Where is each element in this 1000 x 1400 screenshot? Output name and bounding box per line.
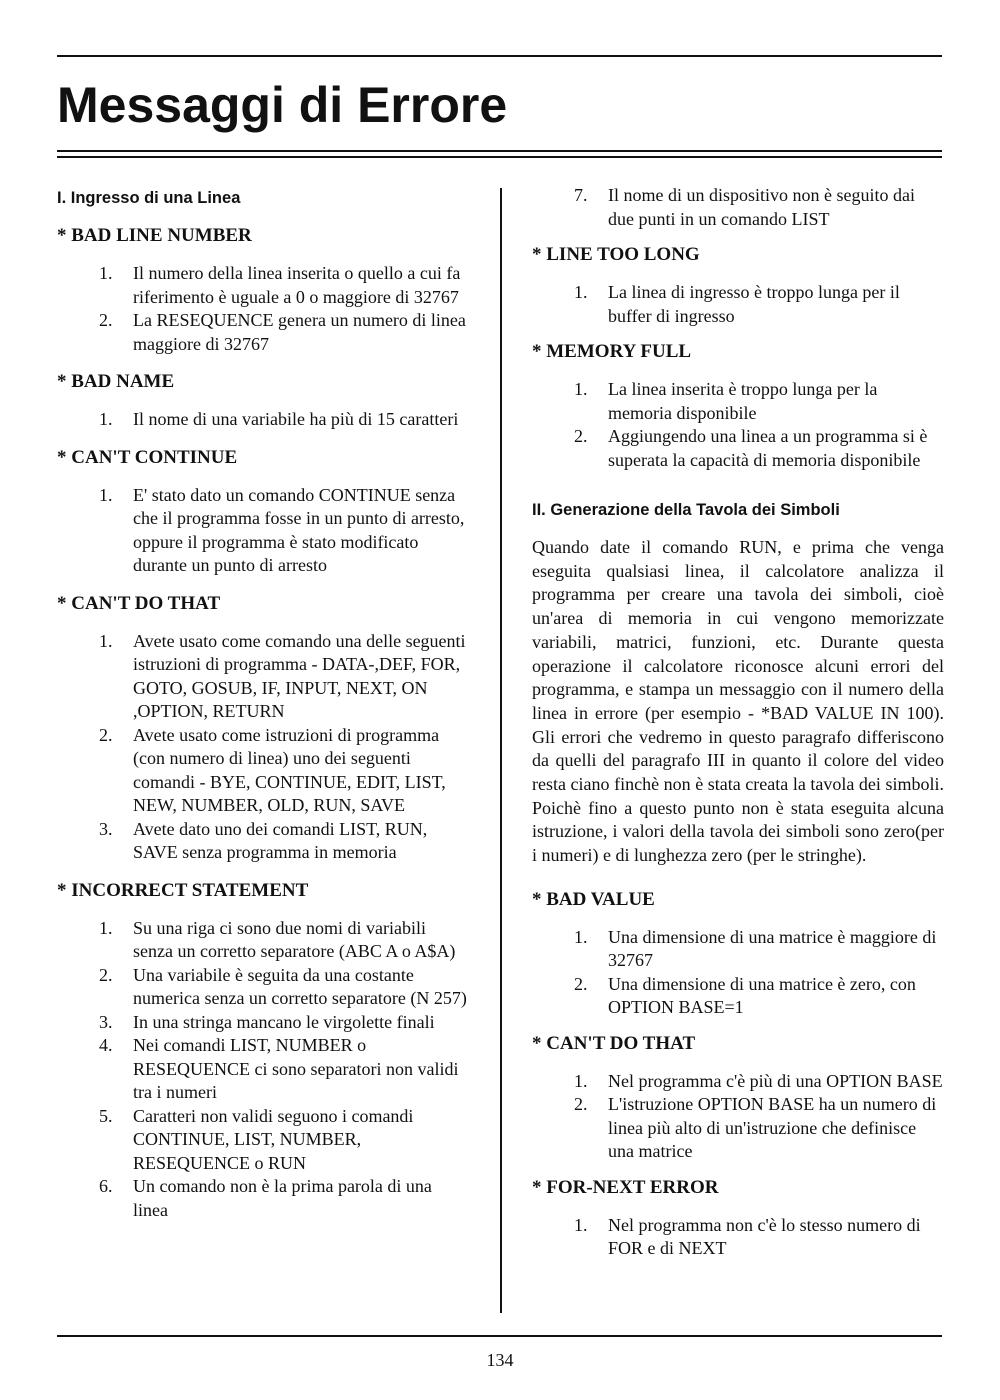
bottom-rule: [57, 1335, 942, 1337]
error-heading: * CAN'T CONTINUE: [57, 446, 238, 468]
error-block: [532, 1174, 944, 1261]
list-item: [532, 184, 944, 231]
error-cause-list: [532, 1070, 944, 1164]
top-rule: [57, 55, 942, 57]
error-heading: * CAN'T DO THAT: [57, 592, 221, 614]
list-item: [57, 1175, 469, 1222]
item-number: 1.: [574, 282, 588, 302]
item-text: Avete dato uno dei comandi LIST, RUN, SAVE senza programma in memoria: [133, 818, 428, 862]
item-text: La linea di ingresso è troppo lunga per il buffer di ingresso: [608, 282, 900, 326]
item-number: 1.: [99, 917, 113, 938]
error-heading: * CAN'T DO THAT: [532, 1032, 696, 1054]
item-number: 1.: [99, 630, 113, 651]
error-cause-list: [57, 408, 469, 432]
item-text: Un comando non è la prima parola di una linea: [133, 1176, 432, 1220]
error-cause-list: [57, 917, 469, 1223]
item-text: La linea inserita è troppo lunga per la memoria disponibile: [608, 379, 878, 423]
continued-items: [532, 184, 944, 231]
list-item: [57, 818, 469, 865]
error-block: [532, 886, 944, 1020]
error-block: [57, 444, 469, 578]
item-text: E' stato dato un comando CONTINUE senza che il programma fosse in un punto di arresto, oppure il programma è stato modificato durante un punto di arresto: [133, 484, 465, 575]
list-item: [57, 964, 469, 1011]
item-number: 1.: [574, 1214, 588, 1235]
error-block: [57, 368, 469, 432]
item-number: 1.: [574, 1070, 588, 1091]
item-number: 1.: [99, 409, 113, 429]
error-block: [57, 590, 469, 865]
item-number: 2.: [99, 310, 113, 330]
item-number: 5.: [99, 1105, 113, 1126]
error-cause-list: [532, 281, 944, 328]
item-number: 7.: [574, 185, 588, 205]
right-error-list-b: [532, 886, 944, 1261]
item-text: Avete usato come istruzioni di programma (con numero di linea) uno dei seguenti comandi - BYE, CONTINUE, EDIT, LIST, NEW, NUMBER, OLD, RUN, SAVE: [133, 724, 446, 815]
list-item: [532, 926, 944, 973]
item-text: Nei comandi LIST, NUMBER o RESEQUENCE ci sono separatori non validi tra i numeri: [133, 1035, 459, 1102]
item-number: 4.: [99, 1035, 113, 1055]
page-title: Messaggi di Errore: [57, 77, 508, 133]
item-text: L'istruzione OPTION BASE ha un numero di linea più alto di un'istruzione che definisce una matrice: [608, 1094, 937, 1162]
error-block: [532, 1030, 944, 1164]
error-cause-list: [57, 484, 469, 578]
item-text: Una variabile è seguita da una costante numerica senza un corretto separatore (N 257): [133, 964, 467, 1008]
error-heading: * BAD NAME: [57, 371, 175, 392]
error-block: [57, 222, 469, 356]
list-item: [57, 1011, 469, 1035]
list-item: [57, 630, 469, 724]
list-item: [532, 1070, 944, 1094]
list-item: [57, 1034, 469, 1105]
page-number: 134: [486, 1350, 514, 1370]
list-item: [57, 917, 469, 964]
error-cause-list: [532, 1214, 944, 1261]
section-heading-input: I. Ingresso di una Linea: [57, 189, 241, 207]
error-heading: * MEMORY FULL: [532, 341, 692, 362]
column-divider: [500, 188, 502, 1313]
error-heading: * FOR-NEXT ERROR: [532, 1176, 719, 1198]
error-cause-list: [532, 378, 944, 472]
list-item: [57, 262, 469, 309]
item-number: 1.: [99, 263, 113, 283]
title-rule-upper: [57, 150, 942, 152]
error-block: [57, 877, 469, 1223]
list-item: [532, 378, 944, 425]
item-number: 6.: [99, 1176, 113, 1196]
item-number: 2.: [574, 426, 588, 446]
list-item: [532, 425, 944, 472]
left-error-list: [57, 222, 469, 1222]
symbol-table-paragraph: Quando date il comando RUN, e prima che venga eseguita qualsiasi linea, il calcolatore analizza il programma per creare una tavola dei simboli, cioè un'area di memoria in cui vengono memorizzate variabili, matrici, funzioni, etc. Durante questa operazione il calcolatore riconosce alcuni errori del programma, e stampa un messaggio con il numero della linea in errore (per esempio - *BAD VALUE IN 100). Gli errori che vedremo in questo paragrafo differiscono da quelli del paragrafo III in quanto il colore del video resta ciano finchè non è stata creata la tavola dei simboli. Poichè fino a questo punto non è stata eseguita alcuna istruzione, i valori della tavola dei simboli sono zero(per i numeri) e di lunghezza zero (per le stringhe).: [532, 537, 944, 866]
title-rule-lower: [57, 156, 942, 158]
error-heading: * BAD VALUE: [532, 888, 655, 910]
list-item: [57, 408, 469, 432]
item-number: 1.: [574, 379, 588, 399]
list-item: [57, 484, 469, 578]
right-error-list-a: [532, 241, 944, 472]
item-number: 3.: [99, 818, 113, 839]
item-number: 3.: [99, 1011, 113, 1032]
item-number: 2.: [574, 1094, 588, 1115]
list-item: [57, 724, 469, 818]
error-cause-list: [532, 926, 944, 1020]
item-text: Aggiungendo una linea a un programma si è superata la capacità di memoria disponibile: [608, 426, 928, 470]
error-block: [532, 338, 944, 472]
item-text: La RESEQUENCE genera un numero di linea maggiore di 32767: [133, 310, 466, 354]
error-block: [532, 241, 944, 328]
item-text: In una stringa mancano le virgolette finali: [133, 1011, 435, 1032]
list-item: [532, 281, 944, 328]
error-cause-list: [57, 262, 469, 356]
item-text: Nel programma c'è più di una OPTION BASE: [608, 1070, 943, 1091]
item-text: Caratteri non validi seguono i comandi CONTINUE, LIST, NUMBER, RESEQUENCE o RUN: [133, 1105, 414, 1173]
item-text: Nel programma non c'è lo stesso numero di FOR e di NEXT: [608, 1214, 921, 1259]
item-text: Una dimensione di una matrice è zero, con OPTION BASE=1: [608, 973, 916, 1018]
list-item: [532, 1214, 944, 1261]
item-number: 2.: [99, 724, 113, 745]
section-heading-symbol-table: II. Generazione della Tavola dei Simboli: [532, 501, 840, 519]
item-number: 2.: [574, 973, 588, 994]
item-number: 2.: [99, 964, 113, 985]
item-text: Il nome di una variabile ha più di 15 caratteri: [133, 409, 459, 429]
item-text: Una dimensione di una matrice è maggiore di 32767: [608, 926, 937, 971]
error-heading: * LINE TOO LONG: [532, 244, 700, 265]
list-item: [57, 1105, 469, 1176]
error-cause-list: [57, 630, 469, 865]
item-text: Su una riga ci sono due nomi di variabili senza un corretto separatore (ABC A o A$A): [133, 917, 456, 961]
right-column: [532, 184, 944, 1261]
error-heading: * INCORRECT STATEMENT: [57, 879, 309, 901]
list-item: [532, 1093, 944, 1164]
list-item: [57, 309, 469, 356]
item-number: 1.: [99, 484, 113, 505]
list-item: [532, 973, 944, 1020]
item-text: Il nome di un dispositivo non è seguito dai due punti in un comando LIST: [608, 185, 915, 229]
item-text: Il numero della linea inserita o quello a cui fa riferimento è uguale a 0 o maggiore di 32767: [133, 263, 461, 307]
left-column: [57, 184, 469, 1222]
item-number: 1.: [574, 926, 588, 947]
error-heading: * BAD LINE NUMBER: [57, 225, 252, 246]
item-text: Avete usato come comando una delle seguenti istruzioni di programma - DATA-,DEF, FOR, GOTO, GOSUB, IF, INPUT, NEXT, ON ,OPTION, RETURN: [133, 630, 466, 721]
